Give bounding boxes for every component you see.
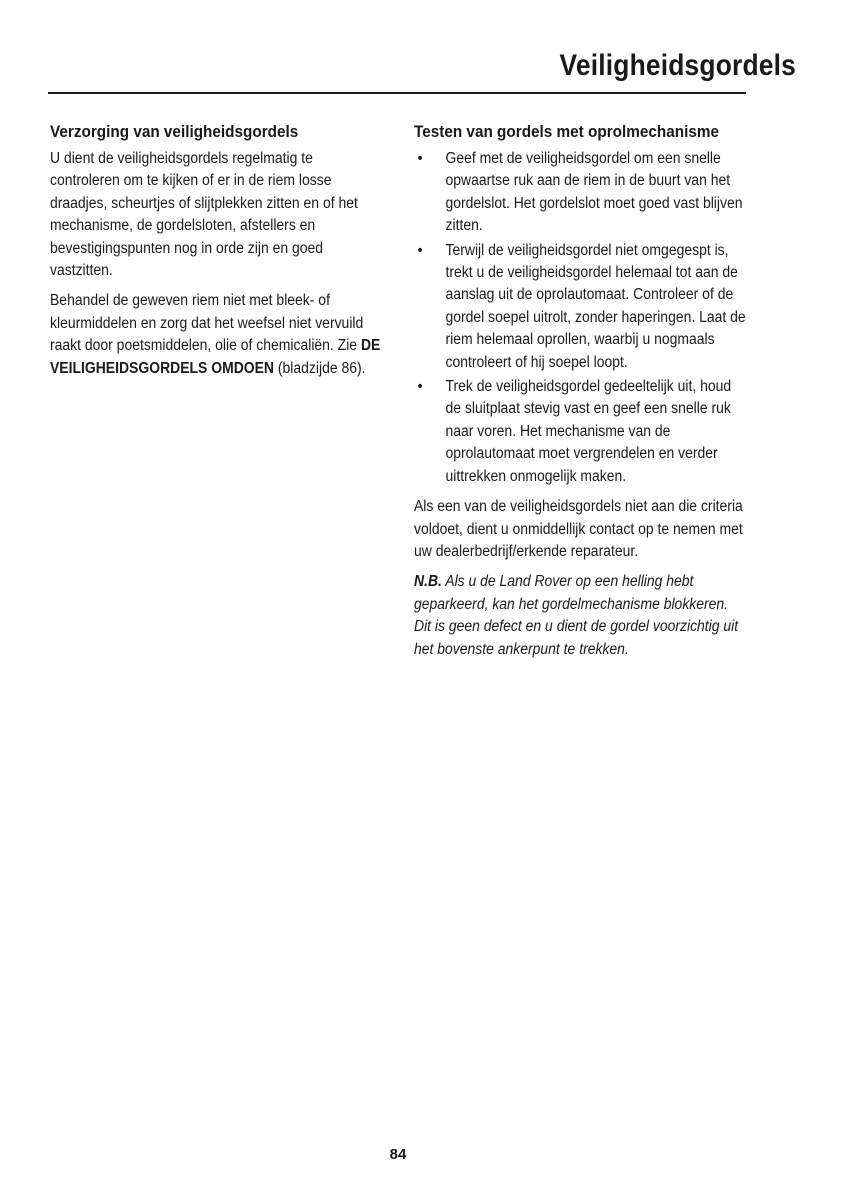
left-column-content [50,120,385,380]
right-column [414,120,749,669]
care-paragraph-2 [50,290,385,380]
note-text: Als u de Land Rover op een helling hebt geparkeerd, kan het gordelmechanisme blokkeren. Dit is geen defect en u dient de gordel voorzichtig uit het bovenste ankerpunt te trekken. [414,573,739,658]
list-item-text: Geef met de veiligheidsgordel om een snelle opwaartse ruk aan de riem in de buurt van het gordelslot. Het gordelslot moet goed vast blijven zitten. [445,150,743,235]
note-paragraph [414,571,749,661]
page-title: Veiligheidsgordels [559,49,796,82]
testing-bullet-list [414,148,749,488]
testing-paragraph: Als een van de veiligheidsgordels niet aan die criteria voldoet, dient u onmiddellijk contact op te nemen met uw dealerbedrijf/erkende reparateur. [414,498,743,560]
care-paragraph-1: U dient de veiligheidsgordels regelmatig te controleren om te kijken of er in de riem losse draadjes, scheurtjes of slijtplekken zitten en of het mechanisme, de gordelsloten, afstellers en bevestigingspunten nog in orde zijn en goed vastzitten. [50,150,358,280]
note-label: N.B. [414,573,442,591]
list-item [414,240,749,374]
care-paragraph-2-page-ref: (bladzijde 86). [274,359,366,377]
list-item [414,148,749,238]
list-item-text: Terwijl de veiligheidsgordel niet omgegespt is, trekt u de veiligheidsgordel helemaal tot aan de aanslag uit de oprolautomaat. Controleer of de gordel soepel uitrolt, zonder haperingen. Laat de riem helemaal oprollen, waarbij u nogmaals controleert of hij soepel loopt. [445,241,746,371]
cross-reference-link[interactable]: DE VEILIGHEIDSGORDELS OMDOEN [50,337,381,377]
title-divider [48,92,746,94]
bullet-icon: • [417,241,423,259]
page-number: 84 [389,1146,407,1163]
right-column-content [414,120,749,661]
bullet-icon: • [417,378,423,396]
bullet-icon: • [417,150,423,167]
list-item [414,376,749,488]
care-paragraph-2-text: Behandel de geweven riem niet met bleek- of kleurmiddelen en zorg dat het weefsel niet vervuild raakt door poetsmiddelen, olie of chemicaliën. Zie [50,292,364,355]
list-item-text: Trek de veiligheidsgordel gedeeltelijk uit, houd de sluitplaat stevig vast en geef een snelle ruk naar voren. Het mechanisme van de oprolautomaat moet vergrendelen en verder uittrekken onmogelijk maken. [445,378,732,485]
left-column [50,120,385,388]
section-heading-care: Verzorging van veiligheidsgordels [50,122,299,141]
section-heading-testing: Testen van gordels met oprolmechanisme [414,122,719,141]
